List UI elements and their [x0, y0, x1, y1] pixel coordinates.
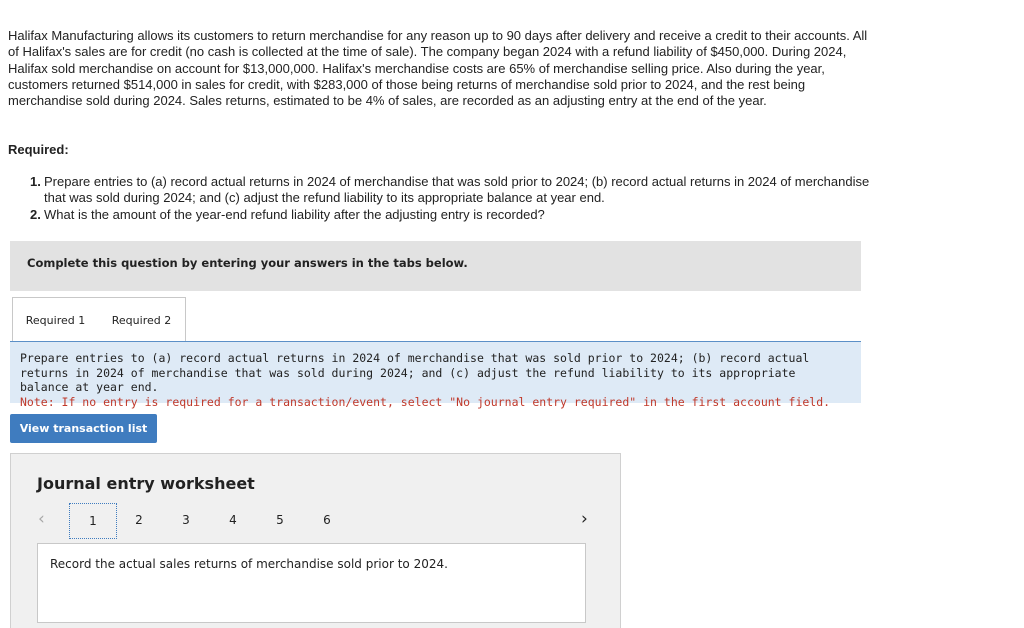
- instructions-text: [20, 351, 850, 409]
- complete-banner: [10, 241, 861, 291]
- page-button-1[interactable]: 1: [69, 503, 117, 539]
- required-heading: Required:: [8, 142, 69, 157]
- tab-required-2[interactable]: Required 2: [98, 297, 186, 342]
- instructions-body: Prepare entries to (a) record actual returns in 2024 of merchandise that was sold prior to 2024; (b) record actual returns in 2024 of merchandise that was sold during 2024; and (c) adjust the refund liability to its appropriate balance at year end.: [20, 351, 810, 394]
- page-button-5[interactable]: 5: [276, 513, 284, 527]
- problem-intro: Halifax Manufacturing allows its customers to return merchandise for any reason up to 90 days after delivery and receive a credit to their accounts. All of Halifax's sales are for credit (no cash is collected at the time of sale). The company began 2024 with a refund liability of $450,000. During 2024, Halifax sold merchandise on account for $13,000,000. Halifax's merchandise costs are 65% of merchandise selling price. Also during the year, customers returned $514,000 in sales for credit, with $283,000 of those being returns of merchandise sold prior to 2024, and the rest being merchandise sold during 2024. Sales returns, estimated to be 4% of sales, are recorded as an adjusting entry at the end of the year.: [8, 28, 868, 109]
- entry-description-box: [37, 543, 586, 623]
- page-button-6[interactable]: 6: [323, 513, 331, 527]
- journal-entry-worksheet: [10, 453, 621, 628]
- complete-banner-text: Complete this question by entering your answers in the tabs below.: [27, 256, 468, 270]
- page-button-2[interactable]: 2: [135, 513, 143, 527]
- requirement-number: 1.: [30, 174, 41, 189]
- entry-description: Record the actual sales returns of merchandise sold prior to 2024.: [50, 557, 448, 571]
- tab-required-1[interactable]: Required 1: [12, 297, 99, 342]
- worksheet-title: Journal entry worksheet: [37, 474, 255, 493]
- requirement-text: Prepare entries to (a) record actual returns in 2024 of merchandise that was sold prior to 2024; (b) record actual returns in 2024 of merchandise that was sold during 2024; and (c) adjust the refund liability to its appropriate balance at year end.: [44, 174, 870, 206]
- instructions-panel: [10, 342, 861, 409]
- page-button-4[interactable]: 4: [229, 513, 237, 527]
- requirement-item: [30, 174, 880, 207]
- chevron-left-icon[interactable]: ‹: [38, 509, 45, 529]
- chevron-right-icon[interactable]: ›: [581, 509, 588, 529]
- view-transaction-list-button[interactable]: View transaction list: [10, 414, 157, 443]
- instructions-note: Note: If no entry is required for a transaction/event, select "No journal entry required" in the first account field.: [20, 394, 831, 409]
- requirements-list: [30, 174, 880, 223]
- requirement-number: 2.: [30, 206, 41, 222]
- requirement-text: What is the amount of the year-end refund liability after the adjusting entry is recorded?: [44, 206, 545, 222]
- requirement-item: [30, 207, 880, 223]
- page-button-3[interactable]: 3: [182, 513, 190, 527]
